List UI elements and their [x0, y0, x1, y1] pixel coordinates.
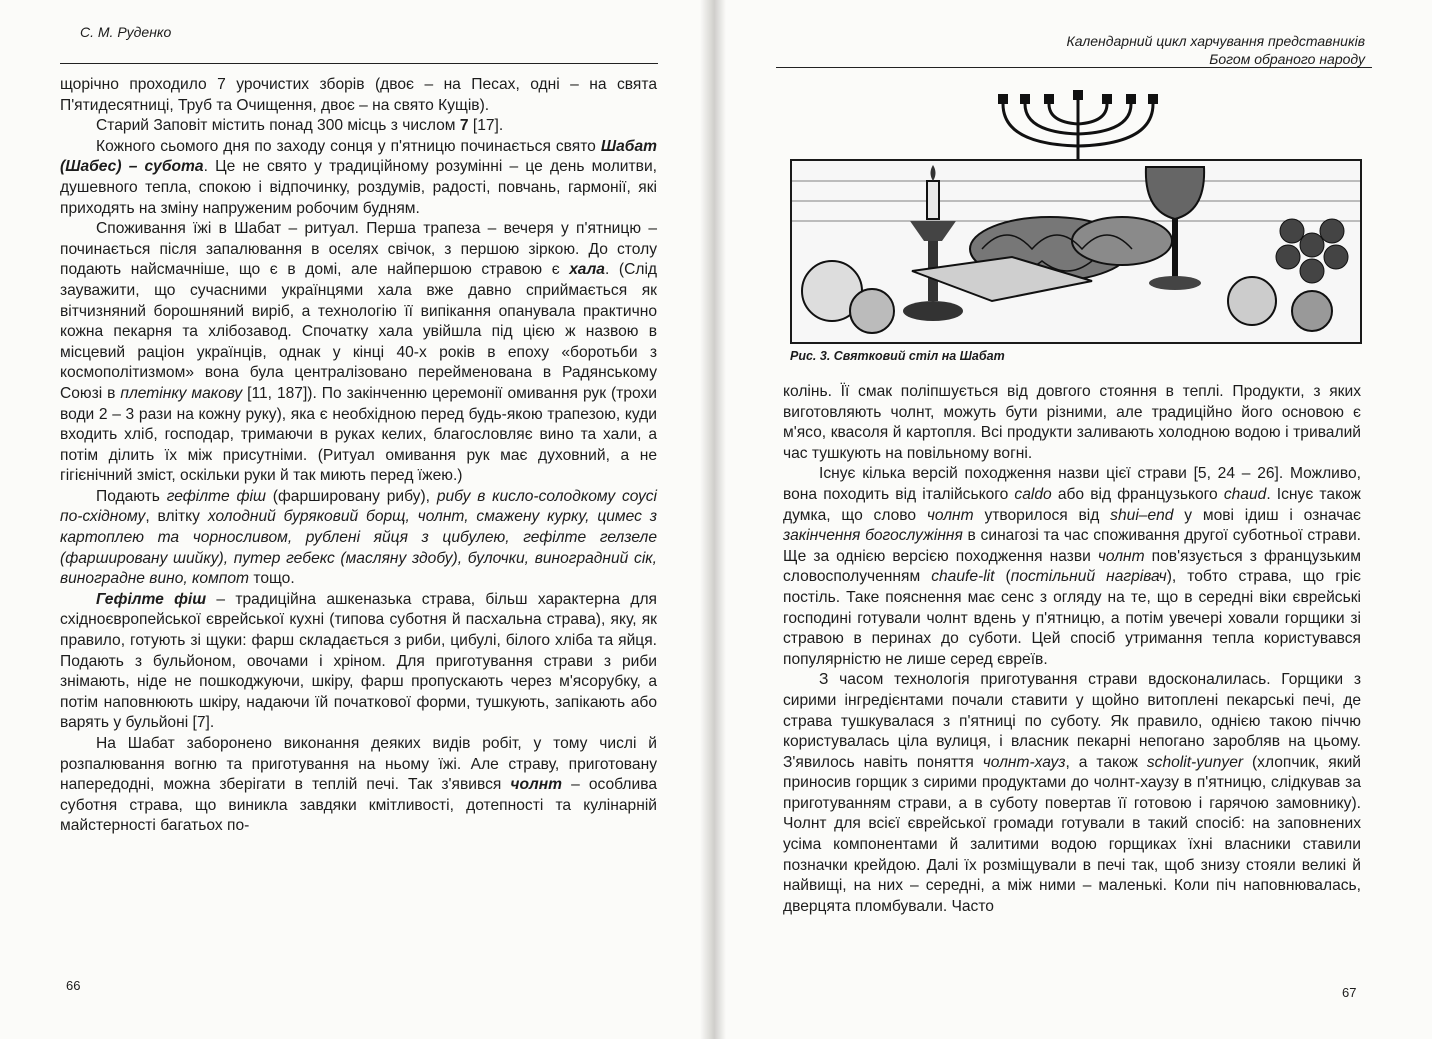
text-run: гефілте фіш: [166, 487, 266, 505]
right-header-rule: [776, 67, 1372, 68]
text-run: (: [994, 568, 1011, 586]
text-run: . Існує також думка, що слово: [783, 485, 1361, 524]
text-run: [11, 187]). По закінченню церемонії омивання рук (трохи води 2 – 3 рази на кожну руку), яка є необхідною перед будь-якою трапезою, куди входить хліб, господар, тримаючи в руках келих, благословляє вино та хали, а потім ділить їх між присутніми. (Ритуал омивання рук має духовний, а не гігієнічний зміст, оскільки руки й так миють перед їжею.): [60, 384, 658, 485]
paragraph: [783, 670, 1361, 917]
menorah-illustration: [993, 86, 1163, 160]
text-run: щорічно проходило 7 урочистих зборів (двоє – на Песах, одні – на свята П'ятидесятниці, Труб та Очищення, двоє – на свято Кущів).: [60, 76, 657, 114]
text-run: chaufe-lit: [931, 568, 995, 586]
text-run: . (Слід зауважити, що сучасними українцями хала вже давно сприймається як вітчизняний борошняний виріб, а технологію її випікання опанувала практично кожна пекарня та хлібозавод. Спочатку хала увійшла під цією ж назвою в місцевий раціон українців, однак у кінці 40-х років в епоху «боротьби з космополітизмом» вона була централізовано перейменована в Радянському Союзі в: [60, 261, 658, 402]
text-run: (хлопчик, який приносив горщик з сирими продуктами до чолнт-хаузу в п'ятницю, слідкував за приготуванням страви, а в суботу повертав її готовою і гарячою замовнику). Чолнт для всієї єврейської громади готували в такий спосіб: на заповнених усіма компонентами й залитими водою горщиках їхні власники ставили позначки крейдою. Далі їх розміщували в печі так, щоб знизу стояли великі й найвищі, на них – середні, а між ними – маленькі. Коли піч наповнювалась, дверцята пломбували. Часто: [783, 753, 1361, 915]
left-body-text: [60, 75, 657, 837]
text-run: або від французького: [1051, 485, 1224, 503]
text-run: . Це не свято у традиційному розумінні – це день молитви, душевного тепла, спокою і відпочинку, роздумів, радості, повчань, гармонії, які приходять на зміну напруженим робочим будням.: [60, 158, 657, 217]
text-run: холодний буряковий борщ, чолнт, смажену курку, цимес з картоплею та чорносливом, рублені яйця з цибулею, гефілте гелзеле (фаршировану шийку), путер гебекс (масляну здобу), булочки, виноградний сік, виноградне вино, компот: [60, 508, 657, 588]
text-run: , влітку: [145, 508, 208, 526]
text-run: тощо.: [249, 570, 295, 588]
text-run: Існує кілька версій походження назви цієї страви [5, 24 – 26]. Можливо, вона походить від італійського: [783, 465, 1361, 503]
text-run: хала: [569, 261, 605, 279]
figure-caption: Рис. 3. Святковий стіл на Шабат: [790, 349, 1005, 363]
text-run: shui–end: [1110, 506, 1174, 524]
text-run: чолнт: [510, 776, 563, 794]
text-run: колінь. Її смак поліпшується від довгого стояння в теплі. Продукти, з яких виготовляють чолнт, можуть бути різними, але традиційно його основою є м'ясо, квасоля й картопля. Всі продукти заливають холодною водою і тривалий час тушкують на повільному вогні.: [783, 383, 1361, 462]
text-run: (фаршировану рибу),: [265, 487, 437, 505]
paragraph: [60, 487, 657, 590]
text-run: чолнт: [1097, 547, 1145, 565]
paragraph: [60, 734, 657, 837]
left-header-rule: [60, 63, 658, 64]
text-run: scholit-yunyer: [1146, 753, 1244, 771]
paragraph: [60, 219, 657, 487]
text-run: рибу в кисло-солодкому соусі по-східному: [60, 487, 658, 526]
text-run: Подають: [96, 487, 167, 505]
sabbath-table-illustration: [790, 159, 1362, 344]
right-running-header-line1: Календарний цикл харчування представників: [1066, 33, 1365, 49]
text-run: – особлива суботня страва, що виникла завдяки кмітливості, дотепності та кулінарній майстерності багатьох по-: [60, 776, 657, 835]
right-running-header-line2: Богом обраного народу: [1209, 51, 1365, 67]
text-run: З часом технологія приготування страви вдосконалилась. Горщики з сирими інгредієнтами почали ставити у щойно витоплені пекарські печі, де страва тушкувалася з п'ятниці по суботу. Як правило, однією такою піччю користувалась ціла вулиця, і власник пекарні непогано заробляв на цьому. З'явилось навіть поняття: [783, 671, 1361, 771]
text-run: На Шабат заборонено виконання деяких видів робіт, у тому числі й розпалювання вогню та приготування на ньому їжі. Але страву, приготовану напередодні, можна зберігати в теплій печі. Так з'явився: [60, 735, 657, 794]
right-body-text: [783, 382, 1361, 917]
left-page-number: 66: [66, 978, 81, 993]
text-run: Споживання їжі в Шабат – ритуал. Перша трапеза – вечеря у п'ятницю – починається після запалювання в оселях свічок, з першою зіркою. До столу подають найсмачніше, що є в домі, але найпершою стравою є: [60, 220, 657, 279]
right-page-number: 67: [1342, 985, 1357, 1000]
text-run: chaud: [1223, 485, 1267, 503]
book-gutter: [700, 0, 726, 1039]
text-run: плетінку макову: [120, 384, 243, 402]
paragraph: [60, 75, 657, 116]
text-run: утворилося від: [973, 506, 1111, 524]
text-run: Гефілте фіш: [96, 590, 207, 608]
text-run: в синагозі та час споживання другої суботньої страви. Ще за однією версією походження назви: [783, 527, 1361, 565]
text-run: , а також: [1065, 753, 1147, 771]
text-run: чолнт: [926, 506, 974, 524]
text-run: закінчення богослужіння: [783, 527, 963, 545]
left-running-header: С. М. Руденко: [80, 24, 172, 40]
text-run: Кожного сьомого дня по заходу сонця у п'ятницю починається свято: [96, 137, 601, 155]
text-run: ), тобто страва, що гріє постіль. Таке пояснення має сенс з огляду на те, що в середні віки єврейські господині готували чолнт вдень у п'ятницю, а потім увечері ховали горщики зі стравою в перинах до суботи. Цей спосіб утримання тепла користувався популярністю не лише серед євреїв.: [783, 568, 1361, 668]
text-run: caldo: [1014, 485, 1052, 503]
text-run: Шабат (Шабес) – субота: [60, 137, 657, 176]
text-run: – традиційна ашкеназька страва, більш характерна для східноєвропейської єврейської кухні (типова суботня й пасхальна страва), яку, як правило, готують зі щуки: фарш складається з риби, цибулі, білого хліба та яйця. Подають з бульйоном, овочами і хріном. Для приготування страви з риби знімають, ніде не пошкоджуючи, шкіру, фарш пропускають через м'ясорубку, а потім наповнюють шкіру, надаючи їй початкової форми, тушкують, запікають або варять у бульйоні [7].: [60, 590, 657, 732]
text-run: пов'язується з французьким словосполученням: [783, 547, 1361, 586]
text-run: чолнт-хауз: [982, 753, 1066, 771]
text-run: [17].: [468, 117, 504, 135]
text-run: постільний нагрівач: [1010, 568, 1167, 586]
paragraph: [60, 590, 657, 734]
text-run: Старий Заповіт містить понад 300 місць з числом: [96, 117, 460, 135]
text-run: 7: [459, 117, 469, 135]
paragraph: [783, 464, 1361, 670]
text-run: у мові ідиш і означає: [1173, 506, 1361, 524]
paragraph: [60, 137, 657, 219]
paragraph: [60, 116, 657, 137]
paragraph: [783, 382, 1361, 464]
